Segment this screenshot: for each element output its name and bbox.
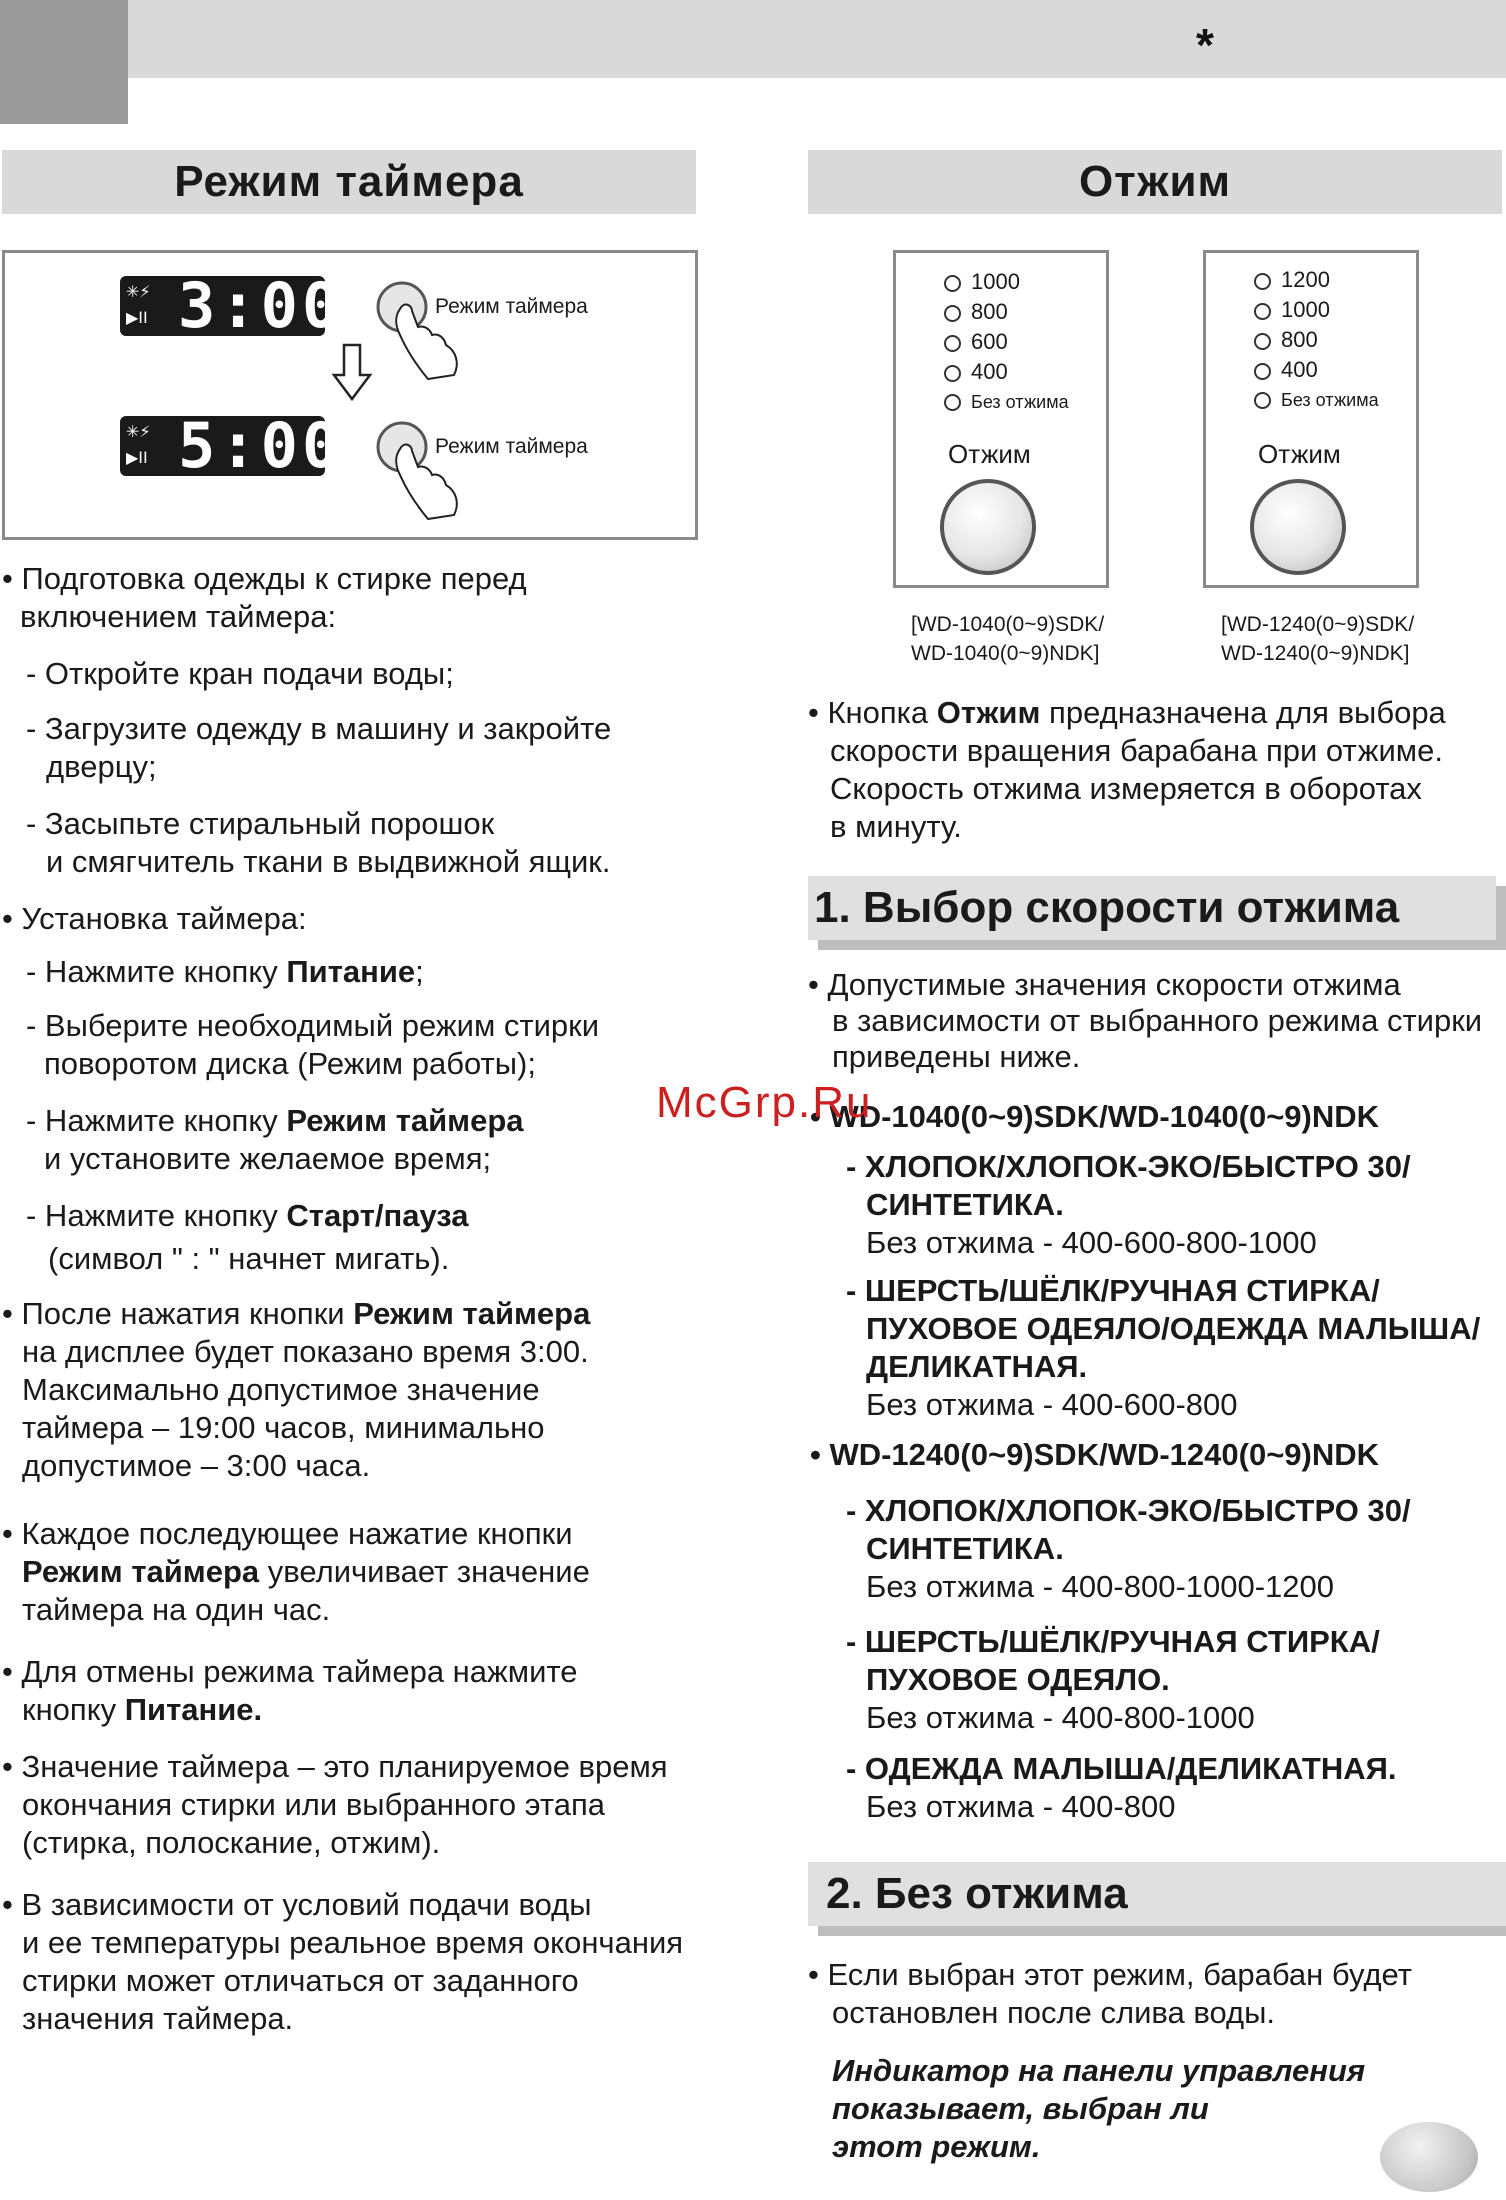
spin-knob-1[interactable] bbox=[940, 479, 1036, 575]
model-1240-group-2-cont: ПУХОВОЕ ОДЕЯЛО. bbox=[866, 1662, 1170, 1697]
prep-intro-cont: включением таймера: bbox=[20, 599, 337, 634]
spin-option: 1200 bbox=[1254, 265, 1379, 295]
spin-knob-2[interactable] bbox=[1250, 479, 1346, 575]
page-corner-decoration bbox=[1380, 2122, 1478, 2192]
timer-display-2 bbox=[120, 409, 344, 482]
after-press-4: таймера – 19:00 часов, минимально bbox=[22, 1410, 545, 1445]
model-1040-group-2: - ШЕРСТЬ/ШЁЛК/РУЧНАЯ СТИРКА/ bbox=[846, 1273, 1380, 1308]
allowed-values-2: в зависимости от выбранного режима стирки bbox=[832, 1003, 1483, 1038]
spin-knob-label-2: Отжим bbox=[1258, 439, 1341, 469]
corner-tab bbox=[0, 0, 128, 124]
conditions-3: стирки может отличаться от заданного bbox=[22, 1963, 579, 1998]
no-spin-text: • Если выбран этот режим, барабан будет bbox=[808, 1957, 1412, 1992]
model-1040-group-1: - ХЛОПОК/ХЛОПОК-ЭКО/БЫСТРО 30/ bbox=[846, 1149, 1411, 1184]
after-press: • После нажатия кнопки Режим таймера bbox=[2, 1296, 591, 1331]
spin-panel-1-caption-2: WD-1040(0~9)NDK] bbox=[911, 642, 1100, 665]
play-pause-icon: ▶II bbox=[126, 308, 148, 327]
indicator-note-3: этот режим. bbox=[832, 2129, 1041, 2164]
spin-option: 1000 bbox=[1254, 295, 1379, 325]
model-1040-group-1-speeds: Без отжима - 400-600-800-1000 bbox=[866, 1225, 1317, 1260]
setup-step-2-cont: поворотом диска (Режим работы); bbox=[44, 1046, 536, 1081]
model-1040-group-2-speeds: Без отжима - 400-600-800 bbox=[866, 1387, 1238, 1422]
after-press-3: Максимально допустимое значение bbox=[22, 1372, 540, 1407]
model-1240-group-1-cont: СИНТЕТИКА. bbox=[866, 1531, 1064, 1566]
spin-description-4: в минуту. bbox=[830, 809, 962, 844]
prep-step-1: - Откройте кран подачи воды; bbox=[26, 656, 454, 691]
spin-panel-2 bbox=[1203, 250, 1419, 588]
timer-illustration bbox=[2, 250, 698, 540]
prep-step-2-cont: дверцу; bbox=[46, 749, 157, 784]
press-button-hand-icon bbox=[370, 275, 480, 385]
timer-value: • Значение таймера – это планируемое время bbox=[2, 1749, 668, 1784]
spin-option: 600 bbox=[944, 327, 1069, 357]
spin-options-2 bbox=[1254, 265, 1379, 415]
spin-option: Без отжима bbox=[944, 387, 1069, 417]
display-status-icons: ✳⚡ bbox=[126, 282, 151, 301]
timer-value-3: (стирка, полоскание, отжим). bbox=[22, 1825, 441, 1860]
each-press: • Каждое последующее нажатие кнопки bbox=[2, 1516, 573, 1551]
spin-description-2: скорости вращения барабана при отжиме. bbox=[830, 733, 1443, 768]
model-1240-group-3: - ОДЕЖДА МАЛЫША/ДЕЛИКАТНАЯ. bbox=[846, 1751, 1397, 1786]
timer-section-title: Режим таймера bbox=[2, 150, 696, 214]
spin-section-title: Отжим bbox=[808, 150, 1502, 214]
indicator-note: Индикатор на панели управления bbox=[832, 2053, 1366, 2088]
model-1240-group-2: - ШЕРСТЬ/ШЁЛК/РУЧНАЯ СТИРКА/ bbox=[846, 1624, 1380, 1659]
prep-step-2: - Загрузите одежду в машину и закройте bbox=[26, 711, 612, 746]
spin-option: 1000 bbox=[944, 267, 1069, 297]
spin-description-3: Скорость отжима измеряется в оборотах bbox=[830, 771, 1422, 806]
spin-panel-2-caption-2: WD-1240(0~9)NDK] bbox=[1221, 642, 1410, 665]
header-bar bbox=[0, 0, 1506, 78]
model-1040-group-1-cont: СИНТЕТИКА. bbox=[866, 1187, 1064, 1222]
setup-step-2: - Выберите необходимый режим стирки bbox=[26, 1008, 600, 1043]
timer-button-label-2: Режим таймера bbox=[435, 435, 588, 458]
model-1240-group-1-speeds: Без отжима - 400-800-1000-1200 bbox=[866, 1569, 1335, 1604]
setup-step-1: - Нажмите кнопку Питание; bbox=[26, 954, 424, 989]
model-1040-group-2-cont-2: ДЕЛИКАТНАЯ. bbox=[866, 1349, 1088, 1384]
no-spin-text-2: остановлен после слива воды. bbox=[832, 1995, 1276, 2030]
header-star: * bbox=[1196, 19, 1214, 71]
play-pause-icon: ▶II bbox=[126, 448, 148, 467]
cancel-timer-2: кнопку Питание. bbox=[22, 1692, 263, 1727]
conditions-2: и ее температуры реальное время окончания bbox=[22, 1925, 684, 1960]
prep-intro: • Подготовка одежды к стирке перед bbox=[2, 561, 527, 596]
each-press-3: таймера на один час. bbox=[22, 1592, 331, 1627]
arrow-down-icon bbox=[332, 343, 372, 401]
timer-button-label-1: Режим таймера bbox=[435, 295, 588, 318]
spin-speed-heading: 1. Выбор скорости отжима bbox=[808, 876, 1496, 940]
setup-step-4: - Нажмите кнопку Старт/пауза bbox=[26, 1198, 469, 1233]
conditions: • В зависимости от условий подачи воды bbox=[2, 1887, 592, 1922]
spin-panel-2-caption: [WD-1240(0~9)SDK/ bbox=[1221, 613, 1415, 636]
press-button-hand-icon bbox=[370, 415, 480, 525]
spin-panel-1 bbox=[893, 250, 1109, 588]
cancel-timer: • Для отмены режима таймера нажмите bbox=[2, 1654, 578, 1689]
spin-knob-label-1: Отжим bbox=[948, 439, 1031, 469]
each-press-2: Режим таймера увеличивает значение bbox=[22, 1554, 590, 1589]
display-digits: 5:00 bbox=[178, 409, 344, 482]
conditions-4: значения таймера. bbox=[22, 2001, 294, 2036]
allowed-values: • Допустимые значения скорости отжима bbox=[808, 967, 1401, 1002]
model-1040-group-2-cont: ПУХОВОЕ ОДЕЯЛО/ОДЕЖДА МАЛЫША/ bbox=[866, 1311, 1481, 1346]
no-spin-heading: 2. Без отжима bbox=[808, 1862, 1506, 1926]
timer-display-1 bbox=[120, 269, 344, 342]
spin-option: 800 bbox=[1254, 325, 1379, 355]
timer-value-2: окончания стирки или выбранного этапа bbox=[22, 1787, 606, 1822]
display-digits: 3:00 bbox=[178, 269, 344, 342]
allowed-values-3: приведены ниже. bbox=[832, 1039, 1081, 1074]
after-press-2: на дисплее будет показано время 3:00. bbox=[22, 1334, 589, 1369]
model-1240-group-3-speeds: Без отжима - 400-800 bbox=[866, 1789, 1176, 1824]
setup-intro: • Установка таймера: bbox=[2, 901, 307, 936]
display-status-icons: ✳⚡ bbox=[126, 422, 151, 441]
spin-option: 400 bbox=[1254, 355, 1379, 385]
after-press-5: допустимое – 3:00 часа. bbox=[22, 1448, 371, 1483]
setup-step-3: - Нажмите кнопку Режим таймера bbox=[26, 1103, 524, 1138]
watermark: McGrp.Ru bbox=[656, 1078, 873, 1127]
prep-step-3: - Засыпьте стиральный порошок bbox=[26, 806, 495, 841]
setup-step-3-cont: и установите желаемое время; bbox=[44, 1141, 492, 1176]
setup-step-4-cont: (символ " : " начнет мигать). bbox=[48, 1241, 450, 1276]
spin-options-1 bbox=[944, 267, 1069, 417]
prep-step-3-cont: и смягчитель ткани в выдвижной ящик. bbox=[46, 844, 611, 879]
model-1040-heading: • WD-1040(0~9)SDK/WD-1040(0~9)NDK bbox=[810, 1099, 1380, 1134]
spin-option: 400 bbox=[944, 357, 1069, 387]
model-1240-heading: • WD-1240(0~9)SDK/WD-1240(0~9)NDK bbox=[810, 1437, 1380, 1472]
spin-description: • Кнопка Отжим предназначена для выбора bbox=[808, 695, 1446, 730]
model-1240-group-1: - ХЛОПОК/ХЛОПОК-ЭКО/БЫСТРО 30/ bbox=[846, 1493, 1411, 1528]
indicator-note-2: показывает, выбран ли bbox=[832, 2091, 1209, 2126]
spin-option: Без отжима bbox=[1254, 385, 1379, 415]
spin-option: 800 bbox=[944, 297, 1069, 327]
spin-panel-1-caption: [WD-1040(0~9)SDK/ bbox=[911, 613, 1105, 636]
model-1240-group-2-speeds: Без отжима - 400-800-1000 bbox=[866, 1700, 1255, 1735]
